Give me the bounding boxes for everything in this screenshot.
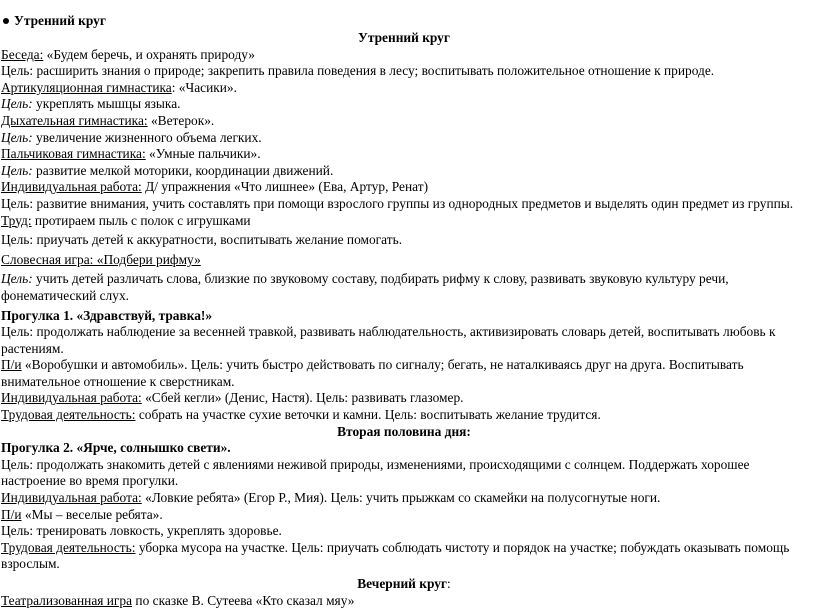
indiv-label: Индивидуальная работа:	[1, 179, 142, 195]
walk1-goal: Цель: продолжать наблюдение за весенней травкой, развивать наблюдательность, активизировать словарь детей, воспитывать любовь к растениям.	[1, 324, 776, 356]
finger-goal	[1, 163, 807, 180]
beseda-label: Беседа:	[1, 46, 44, 62]
breath-line	[1, 113, 807, 130]
pi1-label: П/и	[1, 357, 22, 373]
labor2-label: Трудовая деятельность:	[1, 407, 136, 423]
pi2-line	[1, 507, 807, 524]
theatre-text: по сказке В. Сутеева «Кто сказал мяу»	[132, 592, 355, 608]
artic-line	[1, 80, 807, 97]
beseda-line	[1, 47, 807, 64]
indiv3-line	[1, 490, 807, 507]
theatre-label: Театрализованная игра	[1, 592, 133, 608]
evening-title: Вечерний круг	[357, 576, 447, 591]
finger-label: Пальчиковая гимнастика:	[1, 146, 146, 162]
artic-label: Артикуляционная гимнастика	[1, 79, 172, 95]
finger-goal-label: Цель:	[1, 162, 33, 178]
artic-text: : «Часики».	[171, 79, 237, 95]
word-game-line: Словесная игра: «Подбери рифму»	[1, 251, 201, 267]
header-bullet-text: Утренний круг	[14, 13, 106, 28]
word-goal-text: учить детей различать слова, близкие по звуковому составу, подбирать рифму к слову, развивать звуковую культуру речи, фонематический слух.	[1, 271, 729, 303]
indiv-goal: Цель: развитие внимания, учить составлять при помощи взрослого группы из однородных предметов и выделять один предмет из группы.	[1, 195, 794, 211]
pi2-goal: Цель: тренировать ловкость, укреплять здоровье.	[1, 523, 282, 539]
beseda-goal: Цель: расширить знания о природе; закрепить правила поведения в лесу; воспитывать положительное отношение к природе.	[1, 63, 715, 79]
artic-goal-text: укреплять мышцы языка.	[32, 96, 181, 112]
pi1-line	[1, 357, 807, 390]
document-body	[1, 30, 807, 609]
labor-line	[1, 213, 807, 230]
indiv-text: Д/ упражнения «Что лишнее» (Ева, Артур, Ренат)	[141, 179, 429, 195]
bullet-icon	[3, 18, 9, 24]
word-goal	[1, 271, 807, 304]
indiv-line	[1, 179, 807, 196]
section-title-second-half: Вторая половина дня:	[337, 423, 471, 439]
breath-goal	[1, 130, 807, 147]
labor2-text: собрать на участке сухие веточки и камни. Цель: воспитывать желание трудится.	[135, 407, 601, 423]
artic-goal-label: Цель:	[1, 96, 33, 112]
walk2-goal: Цель: продолжать знакомить детей с явлениями неживой природы, изменениями, происходящими с солнцем. Поддержать хорошее настроение во время прогулки.	[1, 456, 750, 489]
breath-text: «Ветерок».	[147, 112, 215, 128]
theatre-line	[1, 593, 807, 609]
header-bullet-line	[0, 13, 106, 30]
breath-label: Дыхательная гимнастика:	[1, 112, 148, 128]
indiv2-label: Индивидуальная работа:	[1, 390, 142, 406]
walk2-title: Прогулка 2. «Ярче, солнышко свети».	[1, 440, 231, 456]
labor-label: Труд:	[1, 212, 32, 228]
labor3-label: Трудовая деятельность:	[1, 539, 136, 555]
indiv3-label: Индивидуальная работа:	[1, 490, 142, 506]
labor3-line	[1, 540, 807, 573]
section-title-evening	[1, 576, 807, 593]
pi2-text: «Мы – веселые ребята».	[21, 506, 163, 522]
section-title-morning: Утренний круг	[358, 30, 450, 45]
labor-goal: Цель: приучать детей к аккуратности, воспитывать желание помогать.	[1, 232, 403, 248]
finger-text: «Умные пальчики».	[145, 146, 261, 162]
finger-line	[1, 146, 807, 163]
labor-text: протираем пыль с полок с игрушками	[31, 212, 251, 228]
pi1-text: «Воробушки и автомобиль». Цель: учить быстро действовать по сигналу; бегать, не наталкиваясь друг на друга. Воспитывать внимательное отношение к сверстникам.	[1, 357, 744, 389]
word-goal-label: Цель:	[1, 271, 33, 287]
indiv3-text: «Ловкие ребята» (Егор Р., Мия). Цель: учить прыжкам со скамейки на полусогнутые ноги.	[141, 490, 661, 506]
indiv2-line	[1, 390, 807, 407]
pi2-label: П/и	[1, 506, 22, 522]
evening-colon: :	[447, 576, 451, 591]
walk1-title: Прогулка 1. «Здравствуй, травка!»	[1, 307, 213, 323]
finger-goal-text: развитие мелкой моторики, координации движений.	[32, 162, 334, 178]
indiv2-text: «Сбей кегли» (Денис, Настя). Цель: развивать глазомер.	[141, 390, 464, 406]
breath-goal-text: увеличение жизненного объема легких.	[32, 129, 262, 145]
labor2-line	[1, 407, 807, 424]
artic-goal	[1, 96, 807, 113]
labor3-text: уборка мусора на участке. Цель: приучать соблюдать чистоту и порядок на участке; побуждать оказывать помощь взрослым.	[1, 539, 790, 572]
beseda-text: «Будем беречь, и охранять природу»	[43, 46, 255, 62]
breath-goal-label: Цель:	[1, 129, 33, 145]
